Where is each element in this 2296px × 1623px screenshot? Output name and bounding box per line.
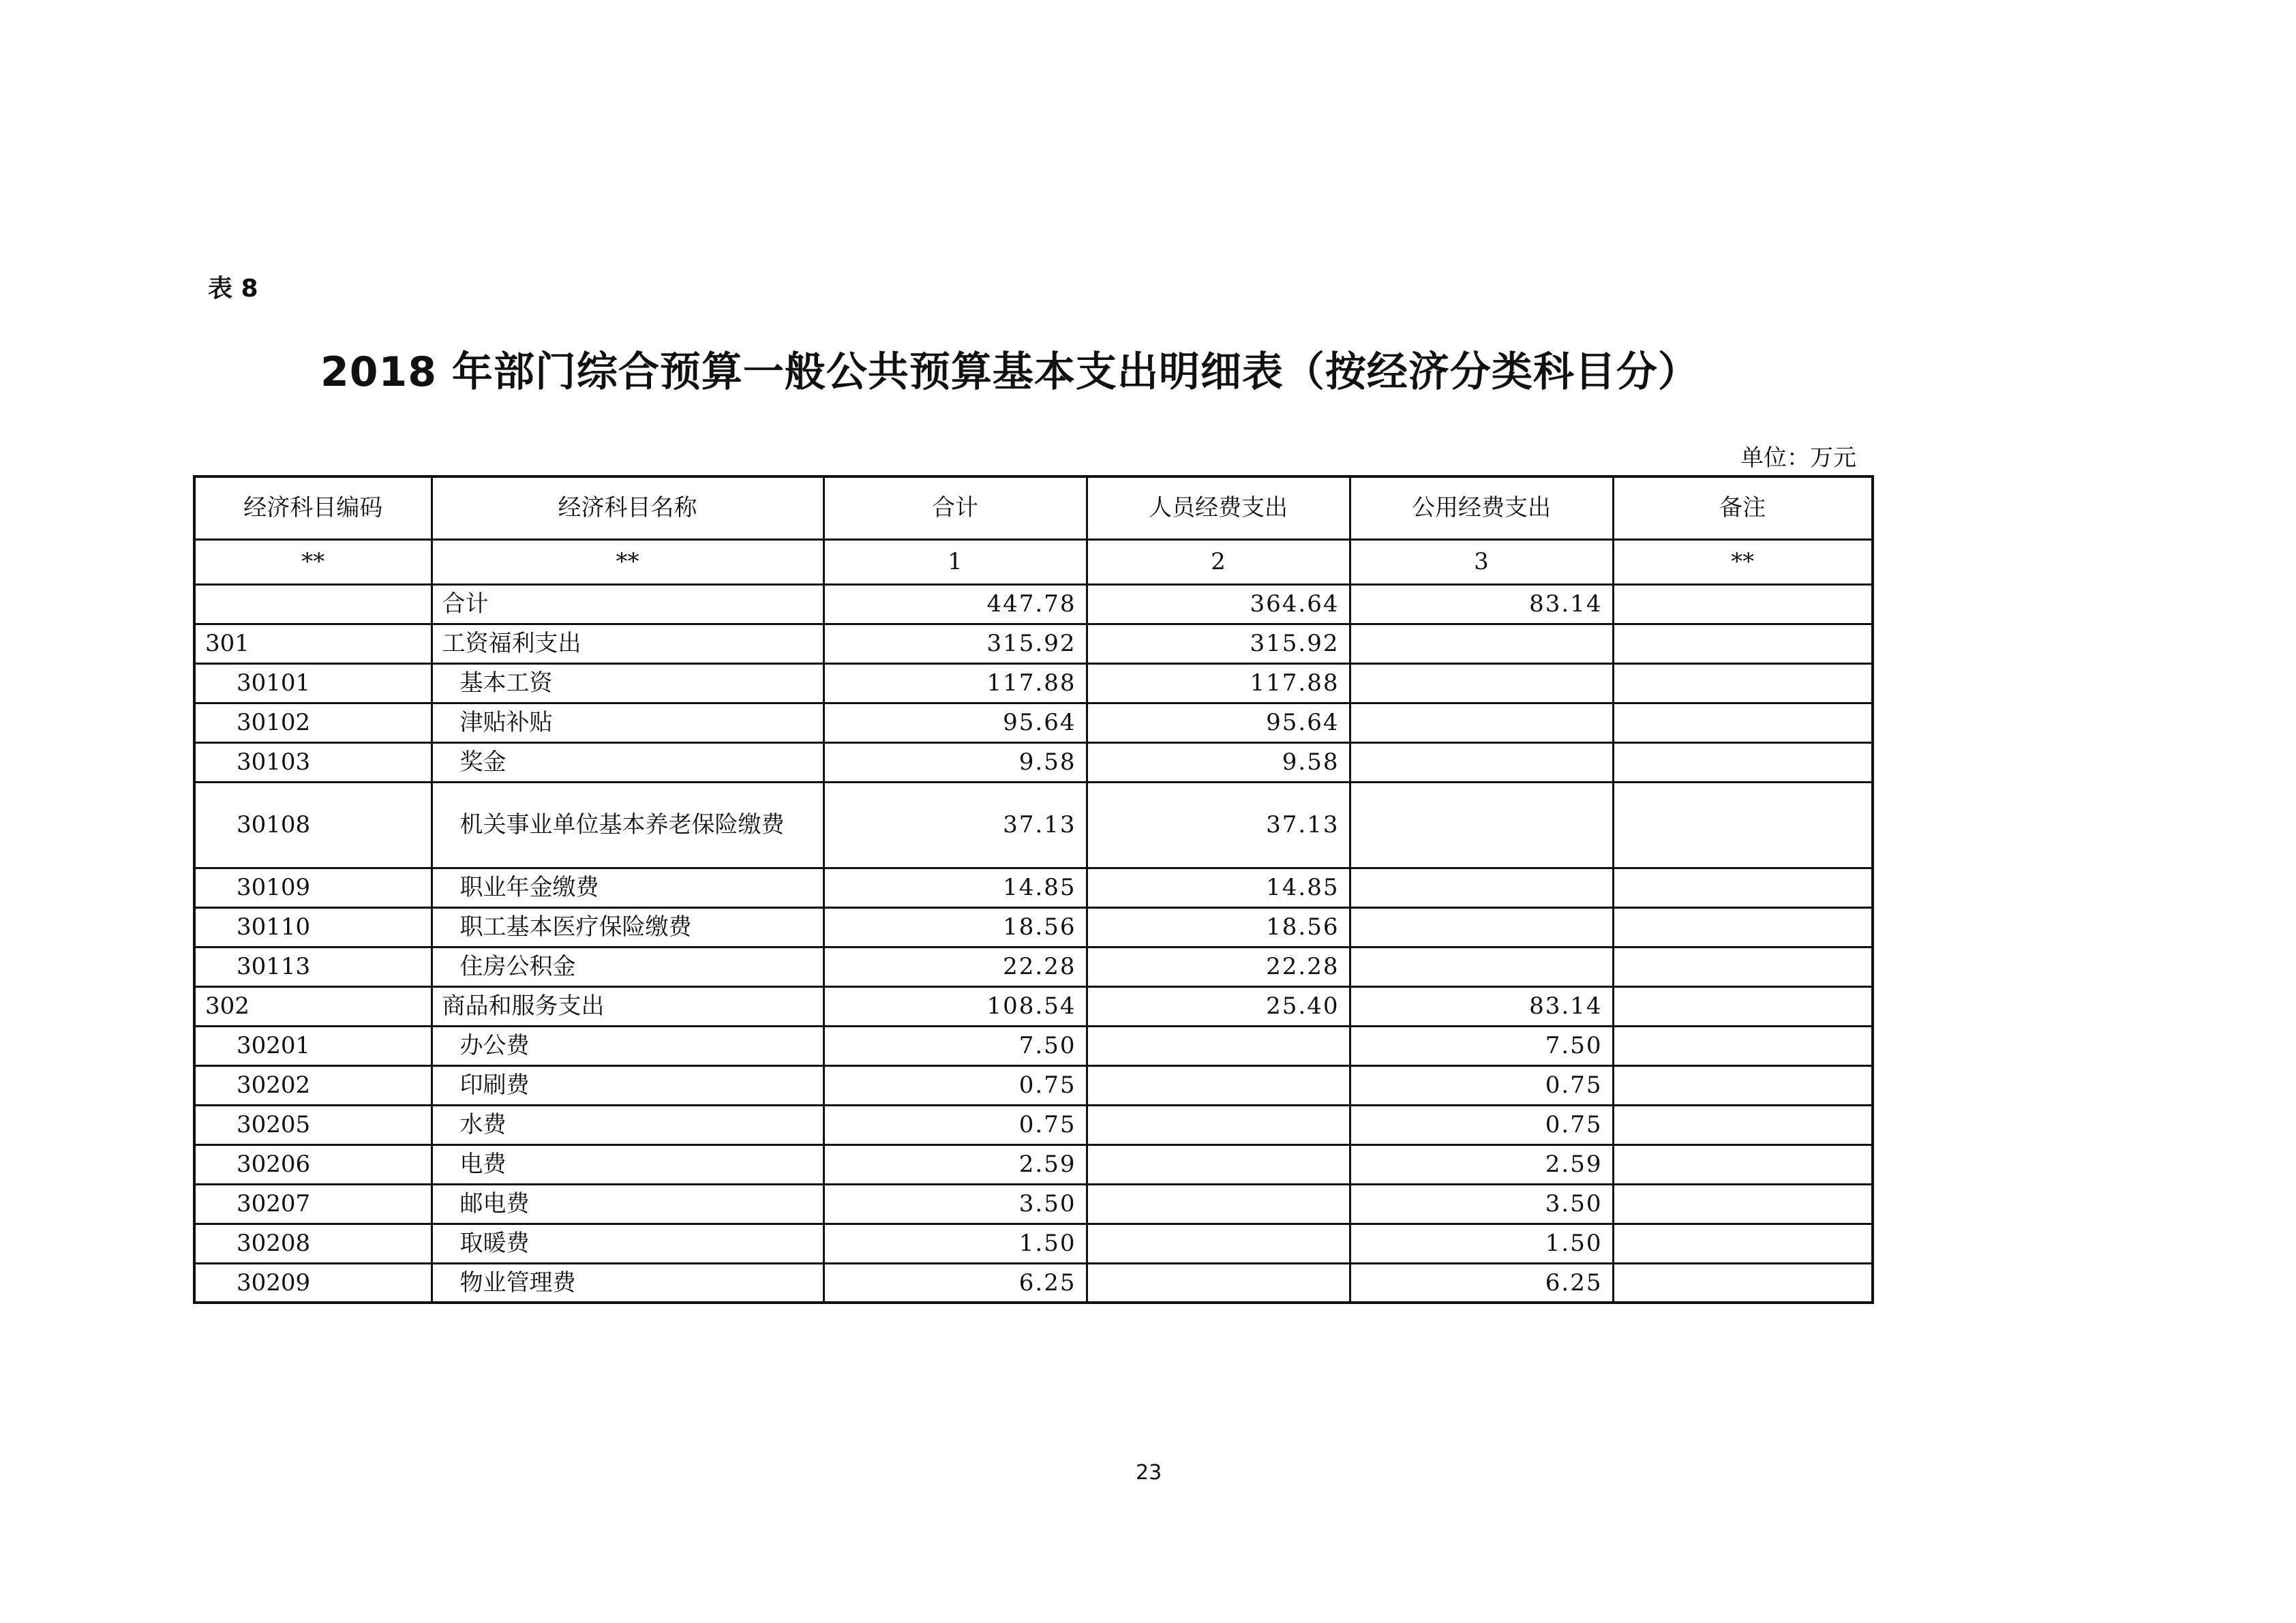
public-cell: 3.50 (1350, 1184, 1613, 1224)
name-cell: 工资福利支出 (432, 624, 824, 663)
total-cell: 447.78 (824, 584, 1087, 624)
header-cell-code: 经济科目编码 (194, 476, 432, 539)
name-cell: 邮电费 (432, 1184, 824, 1224)
personnel-cell: 18.56 (1087, 907, 1350, 947)
code-cell: 30201 (194, 1026, 432, 1065)
name-cell: 奖金 (432, 742, 824, 782)
name-cell: 水费 (432, 1105, 824, 1144)
index-cell: 3 (1350, 539, 1613, 584)
budget-table (193, 475, 1874, 1304)
note-cell (1613, 663, 1873, 703)
note-cell (1613, 907, 1873, 947)
table-row (194, 782, 1873, 868)
note-cell (1613, 1026, 1873, 1065)
personnel-cell: 25.40 (1087, 986, 1350, 1026)
table-row (194, 1144, 1873, 1184)
table-row (194, 703, 1873, 742)
name-cell: 物业管理费 (432, 1263, 824, 1303)
total-cell: 3.50 (824, 1184, 1087, 1224)
total-cell: 1.50 (824, 1224, 1087, 1263)
public-cell: 83.14 (1350, 584, 1613, 624)
note-cell (1613, 742, 1873, 782)
note-cell (1613, 782, 1873, 868)
table-row (194, 624, 1873, 663)
personnel-cell (1087, 1144, 1350, 1184)
total-cell: 22.28 (824, 947, 1087, 986)
code-cell: 30209 (194, 1263, 432, 1303)
code-cell: 30206 (194, 1144, 432, 1184)
personnel-cell (1087, 1026, 1350, 1065)
code-cell: 302 (194, 986, 432, 1026)
table-row (194, 1026, 1873, 1065)
code-cell: 30202 (194, 1065, 432, 1105)
personnel-cell: 315.92 (1087, 624, 1350, 663)
note-cell (1613, 1065, 1873, 1105)
code-cell: 30103 (194, 742, 432, 782)
table-row (194, 986, 1873, 1026)
table-row (194, 1065, 1873, 1105)
note-cell (1613, 986, 1873, 1026)
code-cell: 30108 (194, 782, 432, 868)
note-cell (1613, 1224, 1873, 1263)
total-cell: 2.59 (824, 1144, 1087, 1184)
note-cell (1613, 1105, 1873, 1144)
code-cell: 301 (194, 624, 432, 663)
code-cell: 30101 (194, 663, 432, 703)
code-cell (194, 584, 432, 624)
total-cell: 95.64 (824, 703, 1087, 742)
index-cell: 2 (1087, 539, 1350, 584)
name-cell: 职业年金缴费 (432, 868, 824, 907)
total-cell: 0.75 (824, 1105, 1087, 1144)
personnel-cell: 14.85 (1087, 868, 1350, 907)
code-cell: 30208 (194, 1224, 432, 1263)
code-cell: 30113 (194, 947, 432, 986)
note-cell (1613, 1144, 1873, 1184)
name-cell: 印刷费 (432, 1065, 824, 1105)
public-cell: 7.50 (1350, 1026, 1613, 1065)
table-row (194, 907, 1873, 947)
table-row (194, 947, 1873, 986)
code-cell: 30102 (194, 703, 432, 742)
table-row (194, 742, 1873, 782)
index-cell: ** (1613, 539, 1873, 584)
public-cell (1350, 907, 1613, 947)
table-row (194, 1224, 1873, 1263)
personnel-cell: 95.64 (1087, 703, 1350, 742)
code-cell: 30205 (194, 1105, 432, 1144)
total-cell: 7.50 (824, 1026, 1087, 1065)
total-cell: 315.92 (824, 624, 1087, 663)
public-cell: 1.50 (1350, 1224, 1613, 1263)
header-cell-note: 备注 (1613, 476, 1873, 539)
total-cell: 6.25 (824, 1263, 1087, 1303)
public-cell: 0.75 (1350, 1065, 1613, 1105)
index-row (194, 539, 1873, 584)
total-cell: 0.75 (824, 1065, 1087, 1105)
index-cell: ** (194, 539, 432, 584)
personnel-cell: 364.64 (1087, 584, 1350, 624)
name-cell: 商品和服务支出 (432, 986, 824, 1026)
header-cell-public: 公用经费支出 (1350, 476, 1613, 539)
total-cell: 18.56 (824, 907, 1087, 947)
table-row (194, 1105, 1873, 1144)
personnel-cell: 22.28 (1087, 947, 1350, 986)
document-title: 2018 年部门综合预算一般公共预算基本支出明细表（按经济分类科目分） (320, 348, 1700, 396)
name-cell: 住房公积金 (432, 947, 824, 986)
table-row (194, 1184, 1873, 1224)
code-cell: 30109 (194, 868, 432, 907)
personnel-cell: 117.88 (1087, 663, 1350, 703)
public-cell (1350, 624, 1613, 663)
note-cell (1613, 947, 1873, 986)
note-cell (1613, 703, 1873, 742)
public-cell (1350, 663, 1613, 703)
name-cell: 职工基本医疗保险缴费 (432, 907, 824, 947)
table-row (194, 868, 1873, 907)
personnel-cell (1087, 1224, 1350, 1263)
total-cell: 14.85 (824, 868, 1087, 907)
name-cell: 津贴补贴 (432, 703, 824, 742)
index-cell: 1 (824, 539, 1087, 584)
personnel-cell (1087, 1184, 1350, 1224)
table-row (194, 584, 1873, 624)
table-label: 表 8 (208, 275, 258, 303)
table-row (194, 663, 1873, 703)
total-cell: 37.13 (824, 782, 1087, 868)
public-cell: 2.59 (1350, 1144, 1613, 1184)
total-cell: 108.54 (824, 986, 1087, 1026)
note-cell (1613, 624, 1873, 663)
name-cell: 办公费 (432, 1026, 824, 1065)
name-cell: 合计 (432, 584, 824, 624)
personnel-cell (1087, 1065, 1350, 1105)
public-cell: 0.75 (1350, 1105, 1613, 1144)
name-cell: 取暖费 (432, 1224, 824, 1263)
total-cell: 117.88 (824, 663, 1087, 703)
public-cell (1350, 703, 1613, 742)
page-number: 23 (1136, 1461, 1162, 1485)
public-cell: 6.25 (1350, 1263, 1613, 1303)
index-cell: ** (432, 539, 824, 584)
public-cell (1350, 868, 1613, 907)
note-cell (1613, 868, 1873, 907)
header-cell-total: 合计 (824, 476, 1087, 539)
name-cell: 电费 (432, 1144, 824, 1184)
code-cell: 30207 (194, 1184, 432, 1224)
name-cell: 基本工资 (432, 663, 824, 703)
note-cell (1613, 1184, 1873, 1224)
note-cell (1613, 584, 1873, 624)
header-cell-personnel: 人员经费支出 (1087, 476, 1350, 539)
public-cell: 83.14 (1350, 986, 1613, 1026)
personnel-cell: 9.58 (1087, 742, 1350, 782)
public-cell (1350, 782, 1613, 868)
personnel-cell: 37.13 (1087, 782, 1350, 868)
public-cell (1350, 947, 1613, 986)
header-cell-name: 经济科目名称 (432, 476, 824, 539)
code-cell: 30110 (194, 907, 432, 947)
total-cell: 9.58 (824, 742, 1087, 782)
public-cell (1350, 742, 1613, 782)
table-row (194, 1263, 1873, 1303)
note-cell (1613, 1263, 1873, 1303)
unit-label: 单位：万元 (1740, 444, 1856, 472)
personnel-cell (1087, 1263, 1350, 1303)
header-row (194, 476, 1873, 539)
name-cell: 机关事业单位基本养老保险缴费 (432, 782, 824, 868)
personnel-cell (1087, 1105, 1350, 1144)
